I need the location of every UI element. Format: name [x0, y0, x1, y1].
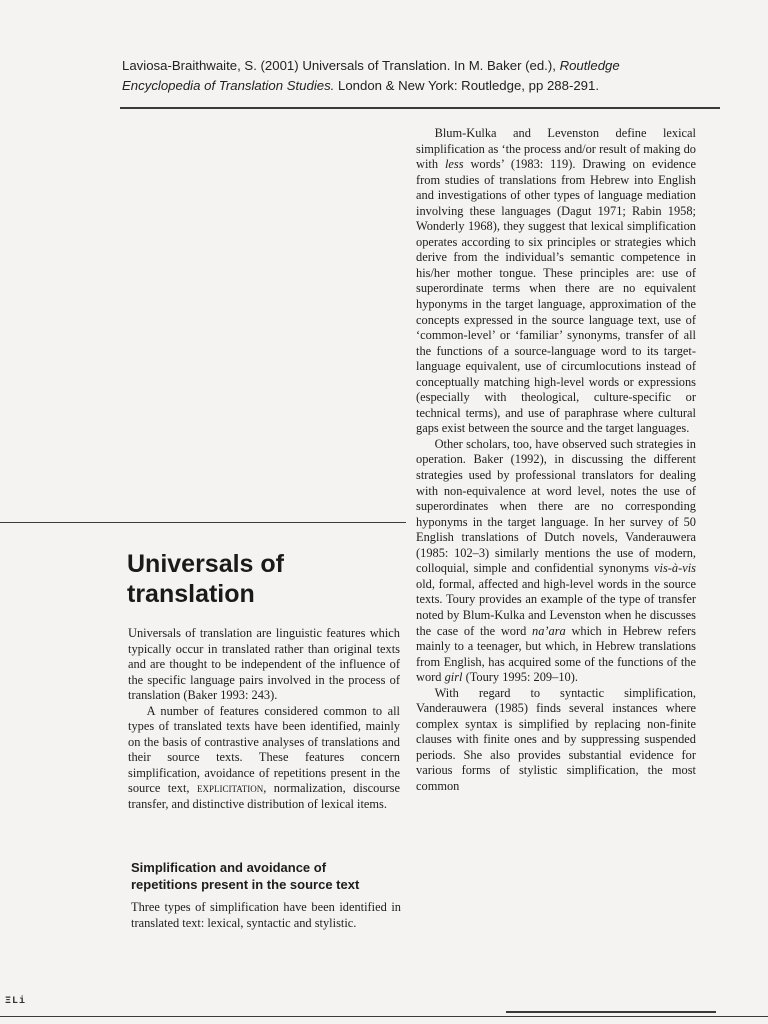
paragraph-lexical-simplification: Blum-Kulka and Levenston define lexical simplification as ‘the process and/or result of making do with less words’ (1983: 119). Drawing on evidence from studies of translations from Hebrew into English and investigations of other types of language mediation involving these languages (Dagut 1971; Rabin 1958; Wonderly 1968), they suggest that lexical simplification operates according to six principles or strategies which derive from the individual’s semantic competence in his/her mother tongue. These principles are: use of superordinate terms when there are no equivalent hyponyms in the target language, approximation of the concepts expressed in the source language text, use of ‘common-level’ or ‘familiar’ synonyms, transfer of all the functions of a source-language word to its target-language equivalent, use of circumlocutions instead of conceptually matching high-level words or expressions (especially with theological, culture-specific or technical terms), and use of paraphrase where cultural gaps exist between the source and the target languages. [416, 126, 696, 436]
paragraph-definition: Universals of translation are linguistic features which typically occur in translated rather than original texts and are thought to be independent of the influence of the specific language pairs involved in the process of translation (Baker 1993: 243). [128, 626, 400, 703]
citation-header [122, 56, 682, 96]
left-column [128, 626, 400, 813]
footer-rule [0, 1016, 768, 1017]
paragraph-syntactic-simplification: With regard to syntactic simplification, Vanderauwera (1985) finds several instances where complex syntax is simplified by replacing non-finite clauses with finite ones and by suppressing suspended periods. She also provides substantial evidence for various forms of stylistic simplification, the most common [416, 685, 696, 793]
scan-mark: ΞLi [5, 996, 27, 1007]
column-divider-rule [0, 522, 406, 523]
section-subheading: Simplification and avoidance of repetitions present in the source text [131, 860, 360, 892]
citation-line-2: Encyclopedia of Translation Studies. London & New York: Routledge, pp 288-291. [122, 78, 600, 93]
footer-rule-heavy [506, 1011, 716, 1013]
header-rule [120, 107, 720, 109]
citation-line-1: Laviosa-Braithwaite, S. (2001) Universals of Translation. In M. Baker (ed.), Routledge [122, 58, 620, 73]
article-title: Universals of translation [127, 550, 285, 608]
paragraph-other-scholars: Other scholars, too, have observed such strategies in operation. Baker (1992), in discussing the different strategies used by professional translators for dealing with non-equivalence at word level, notes the use of superordinates when there are no corresponding hyponyms in the target language. In her survey of 50 English translations of Dutch novels, Vanderauwera (1985: 102–3) similarly mentions the use of modern, colloquial, simple and confidential synonyms vis-à-vis old, formal, affected and high-level words in the source texts. Toury provides an example of the type of transfer noted by Blum-Kulka and Levenston when he discusses the case of the word na’ara which in Hebrew refers mainly to a teenager, but which, in Hebrew translations from English, has acquired some of the functions of the word girl (Toury 1995: 209–10). [416, 436, 696, 685]
right-column [416, 126, 696, 795]
paragraph-simplification-types: Three types of simplification have been identified in translated text: lexical, syntactic and stylistic. [131, 900, 401, 930]
paragraph-features: A number of features considered common to all types of translated texts have been identified, mainly on the basis of contrastive analyses of translations and their source texts. These features concern simplification, avoidance of repetitions present in the source text, explicitation, normalization, discourse transfer, and distinctive distribution of lexical items. [128, 703, 400, 812]
